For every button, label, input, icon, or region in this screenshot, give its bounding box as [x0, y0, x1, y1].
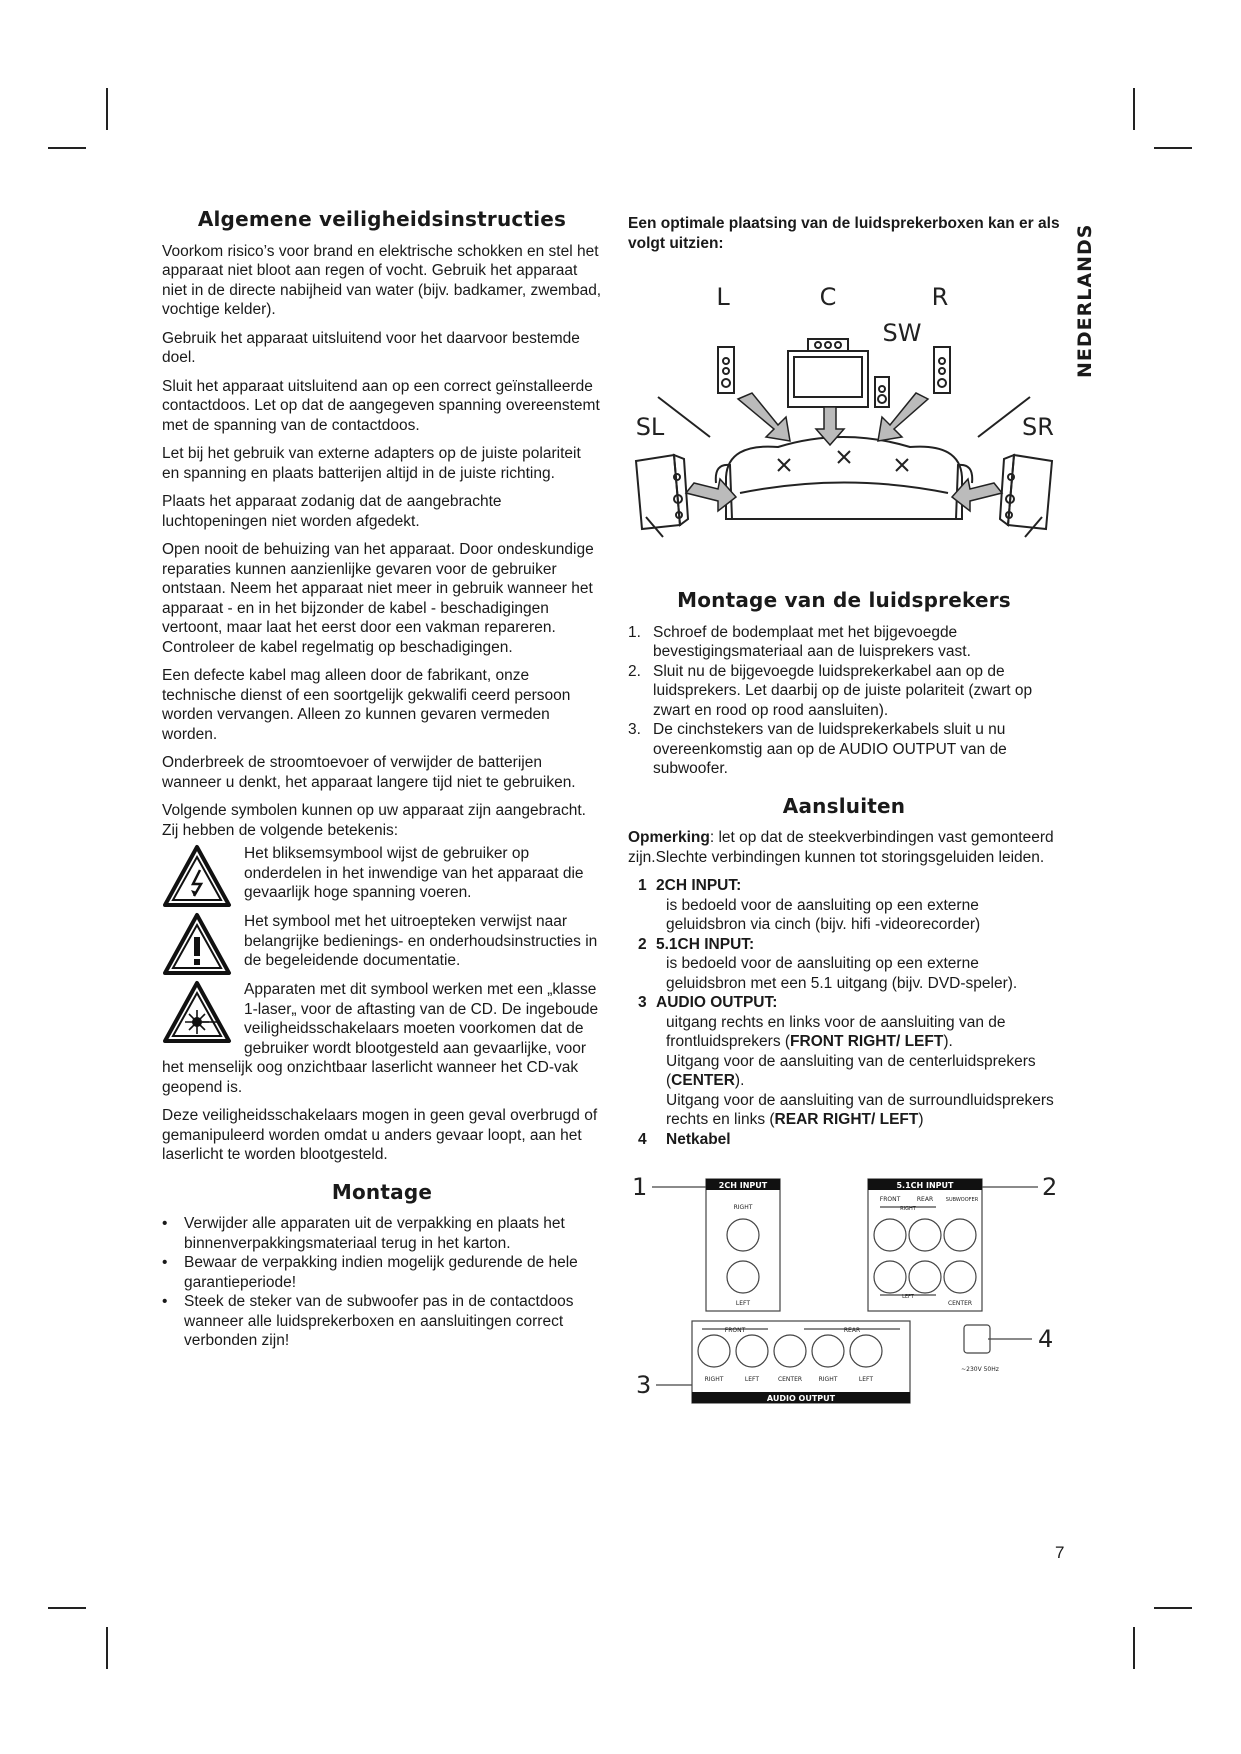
placement-intro: Een optimale plaatsing van de luidsprekerboxen kan er als volgt uitzien:: [628, 215, 1060, 252]
connector-entry: [638, 993, 1060, 1130]
connector-entry: [638, 1130, 1060, 1150]
panel-title: 2CH INPUT: [718, 1181, 768, 1190]
symbol-text: Het symbool met het uitroepteken verwijst naar belangrijke bedienings- en onderhoudsinstructies in de begeleidende documentatie.: [244, 913, 598, 969]
crop-mark: [1133, 88, 1135, 130]
entry-body: is bedoeld voor de aansluiting op een externe geluidsbron via cinch (bijv. hifi -videorecorder): [666, 896, 981, 933]
jack-label: LEFT: [744, 1376, 760, 1383]
list-item: [162, 1214, 602, 1253]
crop-mark: [48, 147, 86, 149]
step-item: [628, 623, 1060, 662]
power-label: ~230V 50Hz: [961, 1366, 999, 1373]
entry-heading: AUDIO OUTPUT:: [656, 994, 778, 1011]
speaker-label-center: C: [819, 283, 837, 311]
entry-text: ): [918, 1111, 924, 1128]
entry-heading: 5.1CH INPUT:: [656, 935, 755, 953]
list-item: [162, 1253, 602, 1292]
callout-2: 2: [1042, 1173, 1058, 1201]
jack-label: FRONT: [879, 1196, 901, 1203]
entry-number: 1: [638, 877, 647, 894]
step-text: Schroef de bodemplaat met het bijgevoegde bevestigingsmateriaal aan de luisprekers vast.: [653, 623, 971, 660]
paragraph: Open nooit de behuizing van het apparaat. Door ondeskundige reparaties kunnen aanzienlijke gevaren voor de gebruiker ontstaan. Neem het apparaat niet meer in gebruik wanneer het apparaat - en in het bijzonder de kabel - beschadigingen vertoont, maar laat het eerst door een vakman repareren. Controleer de kabel regelmatig op beschadigingen.: [162, 541, 594, 656]
exclamation-warning-icon: [162, 912, 232, 976]
entry-bold: FRONT RIGHT/ LEFT: [790, 1033, 944, 1050]
speaker-label-surround-left: SL: [635, 413, 665, 441]
speaker-placement-diagram: [628, 257, 1060, 577]
right-column: [628, 214, 1060, 1415]
list-item: [162, 1292, 602, 1351]
connector-entry: [638, 935, 1060, 994]
paragraph: Onderbreek de stroomtoevoer of verwijder de batterijen wanneer u denkt, het apparaat langere tijd niet te gebruiken.: [162, 754, 576, 791]
entry-heading: 2CH INPUT:: [656, 877, 742, 894]
paragraph: Deze veiligheidsschakelaars mogen in geen geval overbrugd of gemanipuleerd worden omdat u anders gevaar loopt, aan het laserlicht te worden blootgesteld.: [162, 1107, 598, 1163]
speaker-label-surround-right: SR: [1022, 413, 1054, 441]
speaker-label-right: R: [931, 283, 949, 311]
montage-title: Montage: [331, 1179, 433, 1204]
jack-label: RIGHT: [818, 1376, 838, 1383]
connector-entry: [638, 876, 1060, 935]
step-text: Sluit nu de bijgevoegde luidsprekerkabel aan op de luidsprekers. Let daarbij op de juiste polariteit (zwart op zwart en rood op rood aansluiten).: [653, 662, 1033, 719]
jack-label: RIGHT: [704, 1376, 724, 1383]
jack-label: RIGHT: [900, 1206, 916, 1212]
jack-label: SUBWOOFER: [945, 1197, 979, 1203]
jack-label: CENTER: [777, 1376, 803, 1383]
entry-number: 3: [638, 994, 647, 1011]
entry-number: 2: [638, 935, 647, 953]
entry-text: ).: [734, 1072, 745, 1089]
speaker-label-subwoofer: SW: [882, 319, 922, 347]
step-item: [628, 720, 1060, 779]
jack-label: LEFT: [902, 1294, 914, 1300]
list-item-text: Verwijder alle apparaten uit de verpakking en plaats het binnenverpakkingsmateriaal terug in het karton.: [184, 1215, 565, 1252]
bullet: •: [162, 1293, 168, 1310]
jack-label: REAR: [843, 1327, 861, 1334]
step-item: [628, 662, 1060, 721]
panel-title: AUDIO OUTPUT: [766, 1394, 836, 1403]
paragraph: Voorkom risico’s voor brand en elektrische schokken en stel het apparaat niet bloot aan regen of vocht. Gebruik het apparaat niet in de directe nabijheid van water (bijv. badkamer, zwembad, vochtige kelder).: [162, 242, 602, 318]
paragraph: Plaats het apparaat zodanig dat de aangebrachte luchtopeningen niet worden afgedekt.: [162, 493, 502, 530]
step-text: De cinchstekers van de luidsprekerkabels sluit u nu overeenkomstig aan op de AUDIO OUTPUT van de subwoofer.: [653, 721, 1007, 777]
jack-label: LEFT: [735, 1300, 751, 1307]
jack-label: LEFT: [858, 1376, 874, 1383]
language-tab: NEDERLANDS: [1074, 223, 1096, 378]
entry-body: [666, 1013, 1060, 1130]
entry-text: Uitgang voor de aansluiting van de centerluidsprekers (: [666, 1052, 1036, 1089]
entry-text: ).: [943, 1033, 953, 1050]
entry-text: Uitgang voor de aansluiting van de surroundluidsprekers rechts en links (: [666, 1091, 1054, 1128]
entry-bold: CENTER: [671, 1072, 735, 1089]
paragraph: Een defecte kabel mag alleen door de fabrikant, onze technische dienst of een soortgelijk gekwalifi ceerd persoon worden vervangen. Alleen zo kunnen gevaren vermeden worden.: [162, 667, 571, 743]
entry-heading: Netkabel: [666, 1130, 731, 1148]
paragraph: Sluit het apparaat uitsluitend aan op een correct geïnstalleerde contactdoos. Let op dat de aangegeven spanning overeenstemt met de spanning van de contactdoos.: [162, 377, 600, 434]
note: [628, 828, 1060, 867]
connect-title: Aansluiten: [782, 793, 906, 818]
page-number: 7: [1055, 1543, 1065, 1562]
lightning-warning-icon: [162, 844, 232, 908]
jack-label: FRONT: [724, 1327, 746, 1334]
crop-mark: [106, 88, 108, 130]
laser-warning-icon: [162, 980, 232, 1044]
step-number: 1.: [628, 623, 641, 641]
callout-4: 4: [1038, 1325, 1054, 1353]
crop-mark: [1133, 1627, 1135, 1669]
jack-label: CENTER: [947, 1300, 973, 1307]
note-text: : let op dat de steekverbindingen vast gemonteerd zijn.Slechte verbindingen kunnen tot storingsgeluiden leiden.: [628, 829, 1054, 866]
safety-title: Algemene veiligheidsinstructies: [197, 207, 567, 231]
callout-1: 1: [632, 1173, 648, 1201]
symbol-row: [162, 912, 602, 976]
left-column: [162, 207, 602, 1351]
jack-label: RIGHT: [733, 1204, 753, 1211]
jack-label: REAR: [916, 1196, 934, 1203]
paragraph: Volgende symbolen kunnen op uw apparaat zijn aangebracht. Zij hebben de volgende betekenis:: [162, 802, 586, 839]
note-label: Opmerking: [628, 829, 710, 846]
bullet: •: [162, 1254, 168, 1271]
entry-number: 4: [638, 1130, 647, 1148]
rear-panel-diagram: [628, 1165, 1060, 1415]
panel-title: 5.1CH INPUT: [896, 1181, 954, 1190]
paragraph: Let bij het gebruik van externe adapters op de juiste polariteit en spanning en plaats batterijen altijd in de juiste richting.: [162, 445, 581, 482]
symbol-row: [162, 844, 602, 908]
callout-3: 3: [636, 1371, 652, 1399]
list-item-text: Steek de steker van de subwoofer pas in de contactdoos wanneer alle luidsprekerboxen en aansluitingen correct verbonden zijn!: [184, 1293, 574, 1349]
bullet: •: [162, 1215, 168, 1232]
crop-mark: [48, 1607, 86, 1609]
step-number: 3.: [628, 721, 641, 738]
crop-mark: [106, 1627, 108, 1669]
symbol-text: Het bliksemsymbool wijst de gebruiker op onderdelen in het inwendige van het apparaat die gevaarlijk hoge spanning voeren.: [244, 845, 584, 901]
entry-body: is bedoeld voor de aansluiting op een externe geluidsbron met een 5.1 uitgang (bijv. DVD-speler).: [666, 955, 1018, 992]
speaker-label-left: L: [716, 283, 730, 311]
list-item-text: Bewaar de verpakking indien mogelijk gedurende de hele garantieperiode!: [184, 1254, 578, 1291]
crop-mark: [1154, 1607, 1192, 1609]
crop-mark: [1154, 147, 1192, 149]
symbol-text: Apparaten met dit symbool werken met een „klasse 1-laser„ voor de aftasting van de CD. De ingeboude veiligheidsschakelaars moeten voorkomen dat de gebruiker wordt blootgesteld aan gevaarlijke, voor het menselijk oog onzichtbaar laserlicht wanneer het CD-vak geopend is.: [162, 981, 599, 1096]
step-number: 2.: [628, 662, 641, 680]
paragraph: Gebruik het apparaat uitsluitend voor het daarvoor bestemde doel.: [162, 329, 580, 366]
symbol-row: [162, 980, 602, 1097]
entry-text: uitgang rechts en links voor de aansluiting van de frontluidsprekers (: [666, 1013, 1006, 1050]
entry-bold: REAR RIGHT/ LEFT: [774, 1111, 919, 1128]
mounting-title: Montage van de luidsprekers: [677, 588, 1011, 612]
